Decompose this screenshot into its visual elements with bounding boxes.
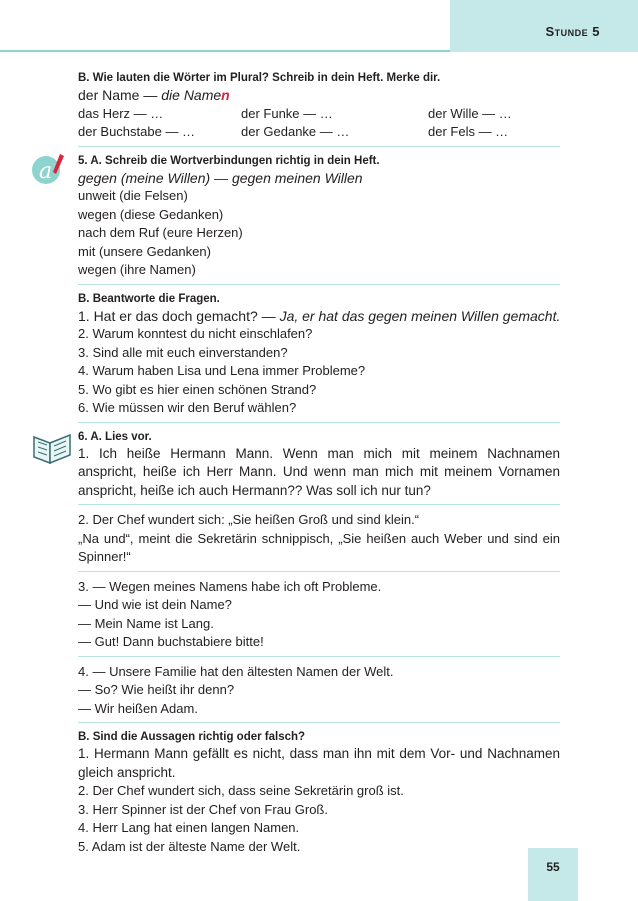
task-heading: 6. A. Lies vor.	[78, 430, 152, 443]
answer-example: Ja, er hat das gegen meinen Willen gemacht.	[279, 307, 561, 324]
dialog-line: — So? Wie heißt ihr denn?	[78, 682, 235, 697]
divider	[78, 146, 560, 147]
svg-text:a: a	[39, 159, 53, 184]
dialog-line: — Mein Name ist Lang.	[78, 615, 214, 631]
lesson-tab	[450, 0, 638, 52]
page-number-box	[528, 848, 578, 901]
divider	[78, 504, 560, 505]
exercise-line: wegen (diese Gedanken)	[78, 206, 224, 222]
exercise-line: nach dem Ruf (eure Herzen)	[78, 225, 243, 240]
divider	[78, 656, 560, 657]
question-line	[78, 307, 560, 326]
statement-line: 1. Hermann Mann gefällt es nicht, dass man ihn mit dem Vor- und Nachnamen gleich anspricht.	[78, 746, 560, 780]
plural-item: das Herz — …	[78, 105, 164, 121]
plural-row	[78, 105, 560, 124]
divider	[78, 571, 560, 572]
example-ending: n	[221, 87, 230, 103]
header-rule	[0, 50, 452, 52]
open-book-icon	[30, 427, 74, 467]
question-text: 1. Hat er das doch gemacht? —	[78, 307, 280, 324]
divider	[78, 422, 560, 423]
task-heading: 5. A. Schreib die Wortverbindungen richtig in dein Heft.	[78, 154, 380, 167]
statement-line: 2. Der Chef wundert sich, dass seine Sekretärin groß ist.	[78, 783, 404, 798]
page-content	[78, 70, 560, 856]
letter-a-pen-icon	[30, 150, 70, 186]
statement-line: 3. Herr Spinner ist der Chef von Frau Groß.	[78, 801, 328, 817]
plural-item: der Wille — …	[428, 105, 512, 121]
dialog-line: — Und wie ist dein Name?	[78, 597, 232, 612]
plural-item: der Gedanke — …	[241, 124, 350, 139]
text-paragraph: 2. Der Chef wundert sich: „Sie heißen Groß und sind klein.“	[78, 512, 420, 527]
exercise-line: unweit (die Felsen)	[78, 188, 188, 203]
dialog-line: 4. — Unsere Familie hat den ältesten Namen der Welt.	[78, 663, 394, 679]
text-paragraph: „Na und“, meint die Sekretärin schnippisch, „Sie heißen auch Weber und sind ein Spinner!“	[78, 530, 560, 564]
exercise-line: mit (unsere Gedanken)	[78, 243, 211, 259]
dialog-line: — Wir heißen Adam.	[78, 700, 198, 716]
question-line: 5. Wo gibt es hier einen schönen Strand?	[78, 381, 317, 397]
exercise-line: wegen (ihre Namen)	[78, 262, 196, 277]
question-line: 3. Sind alle mit euch einverstanden?	[78, 344, 288, 360]
statement-line: 5. Adam ist der älteste Name der Welt.	[78, 838, 301, 854]
example-answer: die Name	[161, 87, 222, 103]
question-line: 4. Warum haben Lisa und Lena immer Probleme?	[78, 363, 366, 378]
statement-line: 4. Herr Lang hat einen langen Namen.	[78, 820, 300, 835]
plural-item: der Funke — …	[241, 105, 333, 121]
plural-item: der Buchstabe — …	[78, 124, 196, 139]
text-paragraph: 1. Ich heiße Hermann Mann. Wenn man mich mit meinem Nachnamen anspricht, heiße ich Herr Mann. Und wenn man mich mit meinem Vornamen anspricht, heiße ich auch Hermann?? Was soll ich nur tun?	[78, 445, 560, 498]
example-prefix: der Name —	[78, 87, 162, 103]
question-line: 6. Wie müssen wir den Beruf wählen?	[78, 400, 297, 415]
dialog-line: 3. — Wegen meines Namens habe ich oft Probleme.	[78, 578, 382, 594]
plural-item: der Fels — …	[428, 124, 509, 139]
task-heading: B. Wie lauten die Wörter im Plural? Schreib in dein Heft. Merke dir.	[78, 72, 441, 84]
lesson-title: Stunde 5	[545, 24, 600, 39]
dialog-line: — Gut! Dann buchstabiere bitte!	[78, 634, 264, 649]
example-line	[78, 86, 560, 105]
page-number: 55	[546, 860, 560, 874]
task-heading: B. Sind die Aussagen richtig oder falsch?	[78, 731, 306, 743]
plural-row	[78, 123, 560, 142]
task-heading: B. Beantworte die Fragen.	[78, 292, 220, 305]
example-line: gegen (meine Willen) — gegen meinen Willen	[78, 169, 363, 186]
divider	[78, 722, 560, 723]
divider	[78, 284, 560, 285]
question-line: 2. Warum konntest du nicht einschlafen?	[78, 326, 313, 341]
